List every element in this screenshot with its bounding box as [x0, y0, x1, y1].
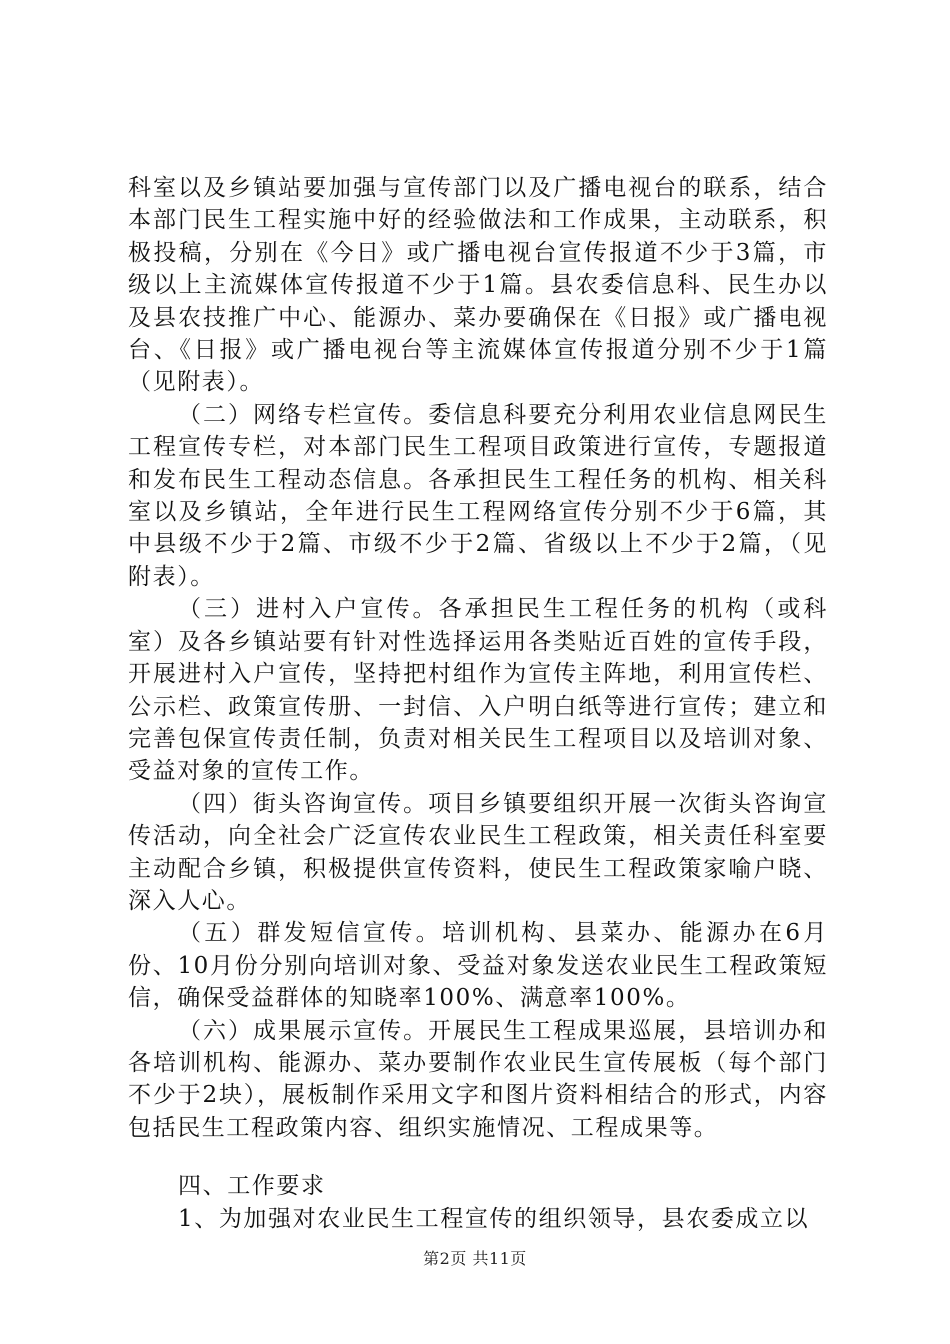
paragraph-sms-publicity: （五）群发短信宣传。培训机构、县菜办、能源办在6月份、10月份分别向培训对象、受益对象发送农业民生工程政策短信，确保受益群体的知晓率100%、满意率100%。 — [128, 920, 828, 1012]
document-body — [128, 172, 828, 1235]
paragraph-village-household: （三）进村入户宣传。各承担民生工程任务的机构（或科室）及各乡镇站要有针对性选择运用各类贴近百姓的宣传手段，开展进村入户宣传，坚持把村组作为宣传主阵地，利用宣传栏、公示栏、政策宣传册、一封信、入户明白纸等进行宣传；建立和完善包保宣传责任制，负责对相关民生工程项目以及培训对象、受益对象的宣传工作。 — [128, 596, 828, 785]
page-footer: 第2页 共11页 — [423, 1249, 527, 1268]
paragraph-media-publicity: 科室以及乡镇站要加强与宣传部门以及广播电视台的联系，结合本部门民生工程实施中好的经验做法和工作成果，主动联系，积极投稿，分别在《今日》或广播电视台宣传报道不少于3篇，市级以上主流媒体宣传报道不少于1篇。县农委信息科、民生办以及县农技推广中心、能源办、菜办要确保在《日报》或广播电视台、《日报》或广播电视台等主流媒体宣传报道分别不少于1篇（见附表）。 — [128, 175, 828, 396]
paragraph-achievement-display: （六）成果展示宣传。开展民生工程成果巡展，县培训办和各培训机构、能源办、菜办要制作农业民生宣传展板（每个部门不少于2块），展板制作采用文字和图片资料相结合的形式，内容包括民生工程政策内容、组织实施情况、工程成果等。 — [128, 1017, 828, 1141]
section-heading: 四、工作要求 — [178, 1173, 326, 1200]
requirement-line: 1、为加强对农业民生工程宣传的组织领导，县农委成立以 — [178, 1205, 810, 1232]
paragraph-network-column: （二）网络专栏宣传。委信息科要充分利用农业信息网民生工程宣传专栏，对本部门民生工程项目政策进行宣传，专题报道和发布民生工程动态信息。各承担民生工程任务的机构、相关科室以及乡镇站，全年进行民生工程网络宣传分别不少于6篇，其中县级不少于2篇、市级不少于2篇、省级以上不少于2篇，（见附表）。 — [128, 401, 828, 590]
paragraph-street-consulting: （四）街头咨询宣传。项目乡镇要组织开展一次街头咨询宣传活动，向全社会广泛宣传农业民生工程政策，相关责任科室要主动配合乡镇，积极提供宣传资料，使民生工程政策家喻户晓、深入人心。 — [128, 790, 828, 914]
